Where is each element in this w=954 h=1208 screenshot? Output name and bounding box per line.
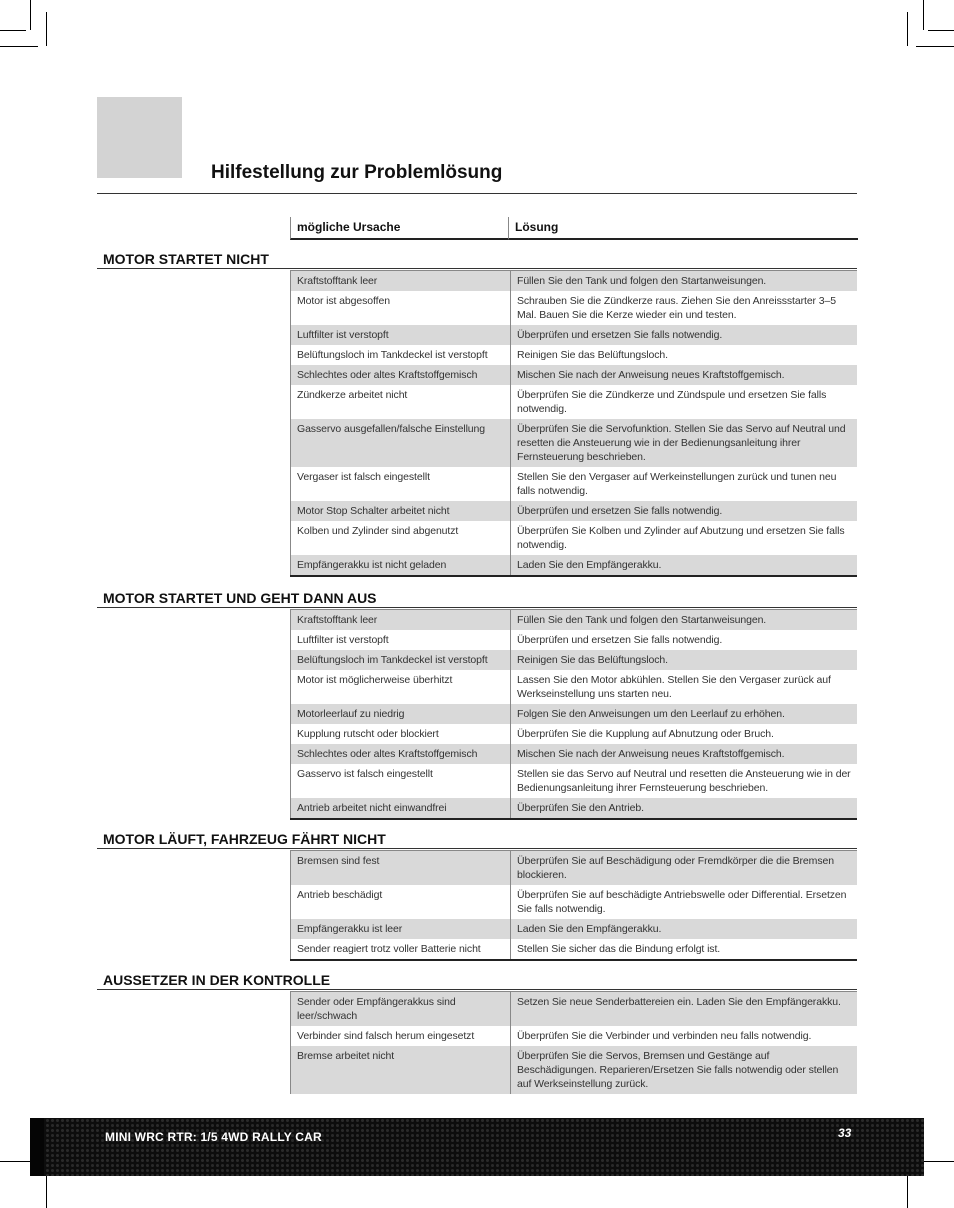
cause-cell: Bremse arbeitet nicht — [291, 1046, 511, 1094]
table-row — [291, 419, 858, 467]
table-row — [291, 555, 858, 576]
solution-cell: Überprüfen Sie die Zündkerze und Zündspule und ersetzen Sie falls notwendig. — [511, 385, 858, 419]
table-row — [291, 521, 858, 555]
cause-cell: Luftfilter ist verstopft — [291, 325, 511, 345]
table-row — [291, 670, 858, 704]
solution-cell: Reinigen Sie das Belüftungsloch. — [511, 345, 858, 365]
table-row — [291, 992, 858, 1027]
cause-cell: Antrieb beschädigt — [291, 885, 511, 919]
page-number: 33 — [838, 1126, 852, 1140]
table-row — [291, 1026, 858, 1046]
section-divider — [97, 268, 857, 269]
table-row — [291, 744, 858, 764]
column-header-cause — [290, 217, 509, 240]
table-row — [291, 885, 858, 919]
solution-cell: Laden Sie den Empfängerakku. — [511, 555, 858, 576]
solution-cell: Mischen Sie nach der Anweisung neues Kraftstoffgemisch. — [511, 744, 858, 764]
solution-cell: Überprüfen und ersetzen Sie falls notwendig. — [511, 325, 858, 345]
cause-cell: Bremsen sind fest — [291, 851, 511, 886]
table-row — [291, 501, 858, 521]
page-title: Hilfestellung zur Problemlösung — [211, 162, 503, 183]
footer-edge — [30, 1118, 44, 1176]
footer-title: MINI WRC RTR: 1/5 4WD RALLY CAR — [105, 1130, 322, 1144]
solution-cell: Überprüfen Sie die Verbinder und verbinden neu falls notwendig. — [511, 1026, 858, 1046]
column-header-solution-label: Lösung — [515, 220, 559, 234]
cause-cell: Zündkerze arbeitet nicht — [291, 385, 511, 419]
cause-cell: Empfängerakku ist leer — [291, 919, 511, 939]
table-row — [291, 650, 858, 670]
cause-cell: Verbinder sind falsch herum eingesetzt — [291, 1026, 511, 1046]
cause-cell: Empfängerakku ist nicht geladen — [291, 555, 511, 576]
table-row — [291, 704, 858, 724]
cause-cell: Motor ist möglicherweise überhitzt — [291, 670, 511, 704]
crop-mark — [46, 12, 47, 46]
cause-cell: Gasservo ausgefallen/falsche Einstellung — [291, 419, 511, 467]
column-header-solution — [508, 217, 858, 240]
solution-cell: Setzen Sie neue Senderbattereien ein. Laden Sie den Empfängerakku. — [511, 992, 858, 1027]
section-divider — [97, 848, 857, 849]
cause-cell: Antrieb arbeitet nicht einwandfrei — [291, 798, 511, 819]
cause-cell: Belüftungsloch im Tankdeckel ist verstopft — [291, 345, 511, 365]
section-title: MOTOR STARTET NICHT — [103, 251, 269, 267]
table-row — [291, 630, 858, 650]
section-title: MOTOR STARTET UND GEHT DANN AUS — [103, 590, 377, 606]
page-footer — [30, 1118, 924, 1176]
section-title: AUSSETZER IN DER KONTROLLE — [103, 972, 331, 988]
table-row — [291, 919, 858, 939]
table-row — [291, 764, 858, 798]
table-row — [291, 291, 858, 325]
solution-cell: Reinigen Sie das Belüftungsloch. — [511, 650, 858, 670]
section-divider — [97, 989, 857, 990]
troubleshooting-table — [290, 270, 857, 577]
table-row — [291, 798, 858, 819]
crop-mark — [0, 30, 26, 31]
solution-cell: Stellen Sie den Vergaser auf Werkeinstellungen zurück und tunen neu falls notwendig. — [511, 467, 858, 501]
cause-cell: Sender reagiert trotz voller Batterie nicht — [291, 939, 511, 960]
header-gray-block — [97, 97, 182, 178]
solution-cell: Überprüfen Sie die Servos, Bremsen und Gestänge auf Beschädigungen. Reparieren/Ersetzen Sie falls notwendig oder stellen auf Werkseinstellung zurück. — [511, 1046, 858, 1094]
table-row — [291, 939, 858, 960]
cause-cell: Motorleerlauf zu niedrig — [291, 704, 511, 724]
crop-mark — [30, 0, 31, 30]
cause-cell: Vergaser ist falsch eingestellt — [291, 467, 511, 501]
table-row — [291, 325, 858, 345]
section-divider — [97, 607, 857, 608]
solution-cell: Folgen Sie den Anweisungen um den Leerlauf zu erhöhen. — [511, 704, 858, 724]
table-row — [291, 724, 858, 744]
crop-mark — [0, 46, 38, 47]
crop-mark — [907, 1176, 908, 1208]
crop-mark — [916, 46, 954, 47]
troubleshooting-table — [290, 991, 857, 1094]
table-row — [291, 1046, 858, 1094]
solution-cell: Schrauben Sie die Zündkerze raus. Ziehen Sie den Anreissstarter 3–5 Mal. Bauen Sie die Kerze wieder ein und testen. — [511, 291, 858, 325]
cause-cell: Kupplung rutscht oder blockiert — [291, 724, 511, 744]
column-header-cause-label: mögliche Ursache — [297, 220, 401, 234]
solution-cell: Überprüfen Sie auf beschädigte Antriebswelle oder Differential. Ersetzen Sie falls notwendig. — [511, 885, 858, 919]
table-row — [291, 345, 858, 365]
solution-cell: Überprüfen Sie Kolben und Zylinder auf Abutzung und ersetzen Sie falls notwendig. — [511, 521, 858, 555]
crop-mark — [923, 0, 924, 30]
solution-cell: Überprüfen Sie den Antrieb. — [511, 798, 858, 819]
crop-mark — [907, 12, 908, 46]
solution-cell: Mischen Sie nach der Anweisung neues Kraftstoffgemisch. — [511, 365, 858, 385]
solution-cell: Lassen Sie den Motor abkühlen. Stellen Sie den Vergaser zurück auf Werkseinstellung uns starten neu. — [511, 670, 858, 704]
title-divider — [97, 193, 857, 194]
table-row — [291, 610, 858, 631]
section-title: MOTOR LÄUFT, FAHRZEUG FÄHRT NICHT — [103, 831, 386, 847]
cause-cell: Schlechtes oder altes Kraftstoffgemisch — [291, 744, 511, 764]
cause-cell: Belüftungsloch im Tankdeckel ist verstopft — [291, 650, 511, 670]
solution-cell: Überprüfen und ersetzen Sie falls notwendig. — [511, 501, 858, 521]
crop-mark — [928, 30, 954, 31]
cause-cell: Sender oder Empfängerakkus sind leer/schwach — [291, 992, 511, 1027]
solution-cell: Füllen Sie den Tank und folgen den Startanweisungen. — [511, 271, 858, 292]
cause-cell: Kraftstofftank leer — [291, 610, 511, 631]
table-row — [291, 467, 858, 501]
solution-cell: Überprüfen und ersetzen Sie falls notwendig. — [511, 630, 858, 650]
troubleshooting-table — [290, 609, 857, 820]
crop-mark — [46, 1176, 47, 1208]
cause-cell: Schlechtes oder altes Kraftstoffgemisch — [291, 365, 511, 385]
solution-cell: Stellen sie das Servo auf Neutral und resetten die Ansteuerung wie in der Bedienungsanleitung ihrer Fernsteuerung beschrieben. — [511, 764, 858, 798]
solution-cell: Überprüfen Sie die Servofunktion. Stellen Sie das Servo auf Neutral und resetten die Ansteuerung wie in der Bedienungsanleitung ihrer Fernsteuerung beschrieben. — [511, 419, 858, 467]
solution-cell: Überprüfen Sie die Kupplung auf Abnutzung oder Bruch. — [511, 724, 858, 744]
cause-cell: Kolben und Zylinder sind abgenutzt — [291, 521, 511, 555]
table-row — [291, 365, 858, 385]
table-row — [291, 385, 858, 419]
solution-cell: Füllen Sie den Tank und folgen den Startanweisungen. — [511, 610, 858, 631]
cause-cell: Kraftstofftank leer — [291, 271, 511, 292]
solution-cell: Überprüfen Sie auf Beschädigung oder Fremdkörper die die Bremsen blockieren. — [511, 851, 858, 886]
solution-cell: Stellen Sie sicher das die Bindung erfolgt ist. — [511, 939, 858, 960]
troubleshooting-table — [290, 850, 857, 961]
cause-cell: Motor ist abgesoffen — [291, 291, 511, 325]
cause-cell: Gasservo ist falsch eingestellt — [291, 764, 511, 798]
solution-cell: Laden Sie den Empfängerakku. — [511, 919, 858, 939]
table-row — [291, 271, 858, 292]
cause-cell: Luftfilter ist verstopft — [291, 630, 511, 650]
cause-cell: Motor Stop Schalter arbeitet nicht — [291, 501, 511, 521]
table-row — [291, 851, 858, 886]
